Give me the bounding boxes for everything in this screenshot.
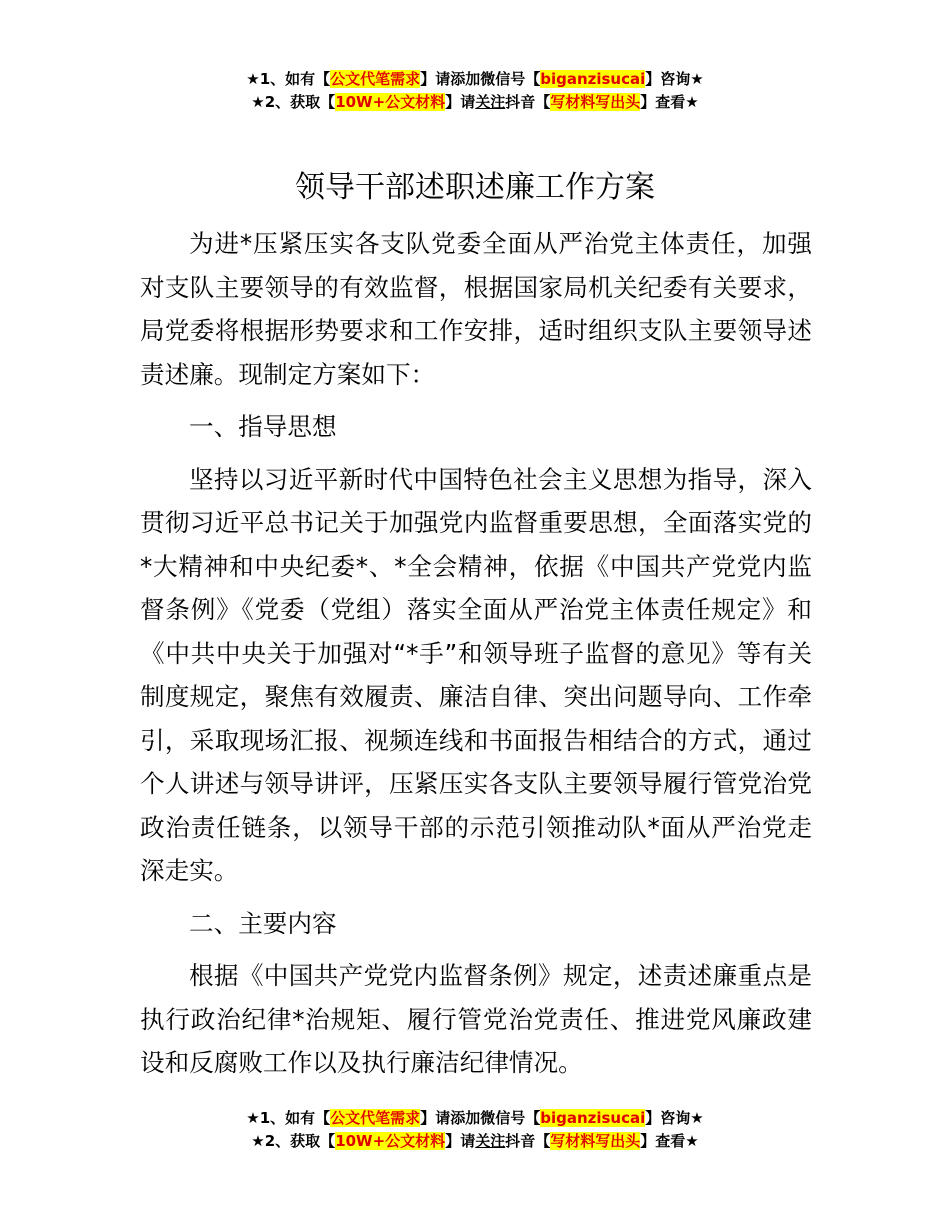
promo-text: 】咨询★	[645, 1109, 704, 1127]
promo-banner-top	[0, 68, 950, 114]
promo-highlight: 公文代笔需求	[330, 1109, 421, 1127]
document-title: 领导干部述职述廉工作方案	[295, 170, 655, 205]
promo-highlight: 写材料写出头	[550, 93, 641, 111]
promo-line-2	[0, 91, 950, 114]
promo-highlight: biganzisucai	[540, 70, 646, 88]
promo-text: 】请	[445, 93, 476, 111]
promo-text: 】咨询★	[645, 70, 704, 88]
promo-text: 抖音【	[505, 1132, 551, 1150]
promo-text: 】请添加微信号【	[420, 1109, 541, 1127]
section-1-heading: 一、指导思想	[189, 412, 337, 441]
promo-text: 】请	[445, 1132, 476, 1150]
promo-text: ★1、如有【	[246, 70, 331, 88]
promo-text: ★2、获取【	[251, 93, 336, 111]
section-1-paragraph: 坚持以习近平新时代中国特色社会主义思想为指导，深入贯彻习近平总书记关于加强党内监督重要思想，全面落实党的*大精神和中央纪委*、*全会精神，依据《中国共产党党内监督条例》《党委（党组）落实全面从严治党主体责任规定》和《中共中央关于加强对“*手”和领导班子监督的意见》等有关制度规定，聚焦有效履责、廉洁自律、突出问题导向、工作牵引，采取现场汇报、视频连线和书面报告相结合的方式，通过个人讲述与领导讲评，压紧压实各支队主要领导履行管党治党政治责任链条，以领导干部的示范引领推动队*面从严治党走深走实。	[140, 464, 812, 885]
section-2-paragraph: 根据《中国共产党党内监督条例》规定，述责述廉重点是执行政治纪律*治规矩、履行管党治党责任、推进党风廉政建设和反腐败工作以及执行廉洁纪律情况。	[140, 961, 812, 1077]
promo-highlight: 10W+公文材料	[335, 1132, 446, 1150]
promo-underline: 关注	[475, 1132, 506, 1150]
promo-highlight: 公文代笔需求	[330, 70, 421, 88]
promo-highlight: biganzisucai	[540, 1109, 646, 1127]
promo-highlight: 写材料写出头	[550, 1132, 641, 1150]
promo-text: ★1、如有【	[246, 1109, 331, 1127]
promo-line-1	[0, 1107, 950, 1130]
promo-underline: 关注	[475, 93, 506, 111]
promo-text: 抖音【	[505, 93, 551, 111]
promo-banner-bottom	[0, 1107, 950, 1153]
intro-paragraph: 为进*压紧压实各支队党委全面从严治党主体责任，加强对支队主要领导的有效监督，根据国家局机关纪委有关要求，局党委将根据形势要求和工作安排，适时组织支队主要领导述责述廉。现制定方案如下：	[140, 229, 812, 389]
section-2-heading: 二、主要内容	[189, 908, 337, 938]
promo-line-2	[0, 1130, 950, 1153]
promo-text: ★2、获取【	[251, 1132, 336, 1150]
promo-text: 】请添加微信号【	[420, 70, 541, 88]
promo-line-1	[0, 68, 950, 91]
promo-text: 】查看★	[640, 1132, 699, 1150]
document-body	[140, 222, 812, 1094]
promo-text: 】查看★	[640, 93, 699, 111]
promo-highlight: 10W+公文材料	[335, 93, 446, 111]
